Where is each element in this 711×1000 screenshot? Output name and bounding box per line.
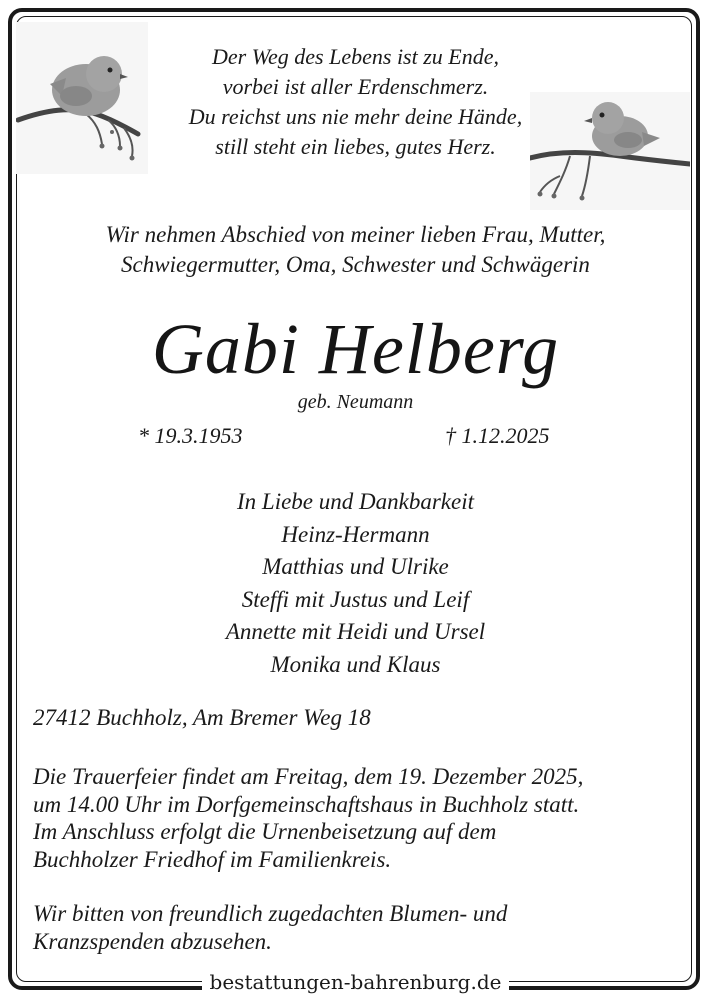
mourners-line: Matthias und Ulrike — [262, 554, 449, 580]
website-link[interactable]: bestattungen-bahrenburg.de — [202, 970, 510, 994]
farewell-intro — [0, 220, 711, 280]
mourners-line: Heinz-Hermann — [281, 521, 430, 547]
funeral-line: Die Trauerfeier findet am Freitag, dem 19. Dezember 2025, — [33, 764, 584, 789]
mourners-line: Steffi mit Justus und Leif — [241, 586, 470, 612]
poem-line: Du reichst uns nie mehr deine Hände, — [188, 104, 523, 129]
flower-request — [33, 900, 693, 955]
family-address: 27412 Buchholz, Am Bremer Weg 18 — [33, 705, 371, 730]
death-date: † 1.12.2025 — [445, 423, 550, 448]
funeral-line: um 14.00 Uhr im Dorfgemeinschaftshaus in Buchholz statt. — [33, 791, 580, 817]
request-line: Kranzspenden abzusehen. — [33, 928, 272, 954]
mourners-list — [0, 486, 711, 682]
request-line: Wir bitten von freundlich zugedachten Blumen- und — [33, 901, 508, 926]
poem-line: Der Weg des Lebens ist zu Ende, — [212, 44, 499, 69]
birth-date: * 19.3.1953 — [138, 423, 243, 448]
website-footer — [0, 968, 711, 996]
born-name: geb. Neumann — [297, 391, 414, 413]
poem-line: vorbei ist aller Erdenschmerz. — [222, 74, 489, 99]
mourners-line: Monika und Klaus — [270, 651, 441, 677]
funeral-line: Im Anschluss erfolgt die Urnenbeisetzung auf dem — [33, 819, 497, 844]
mourners-line: In Liebe und Dankbarkeit — [237, 489, 474, 514]
poem-line: still steht ein liebes, gutes Herz. — [215, 134, 496, 159]
funeral-line: Buchholzer Friedhof im Familienkreis. — [33, 846, 392, 872]
intro-line: Schwiegermutter, Oma, Schwester und Schwägerin — [121, 252, 590, 277]
funeral-info — [33, 763, 693, 873]
mourners-line: Annette mit Heidi und Ursel — [225, 619, 486, 645]
deceased-name: Gabi Helberg — [151, 309, 560, 389]
intro-line: Wir nehmen Abschied von meiner lieben Frau, Mutter, — [105, 222, 606, 247]
poem — [0, 42, 711, 162]
